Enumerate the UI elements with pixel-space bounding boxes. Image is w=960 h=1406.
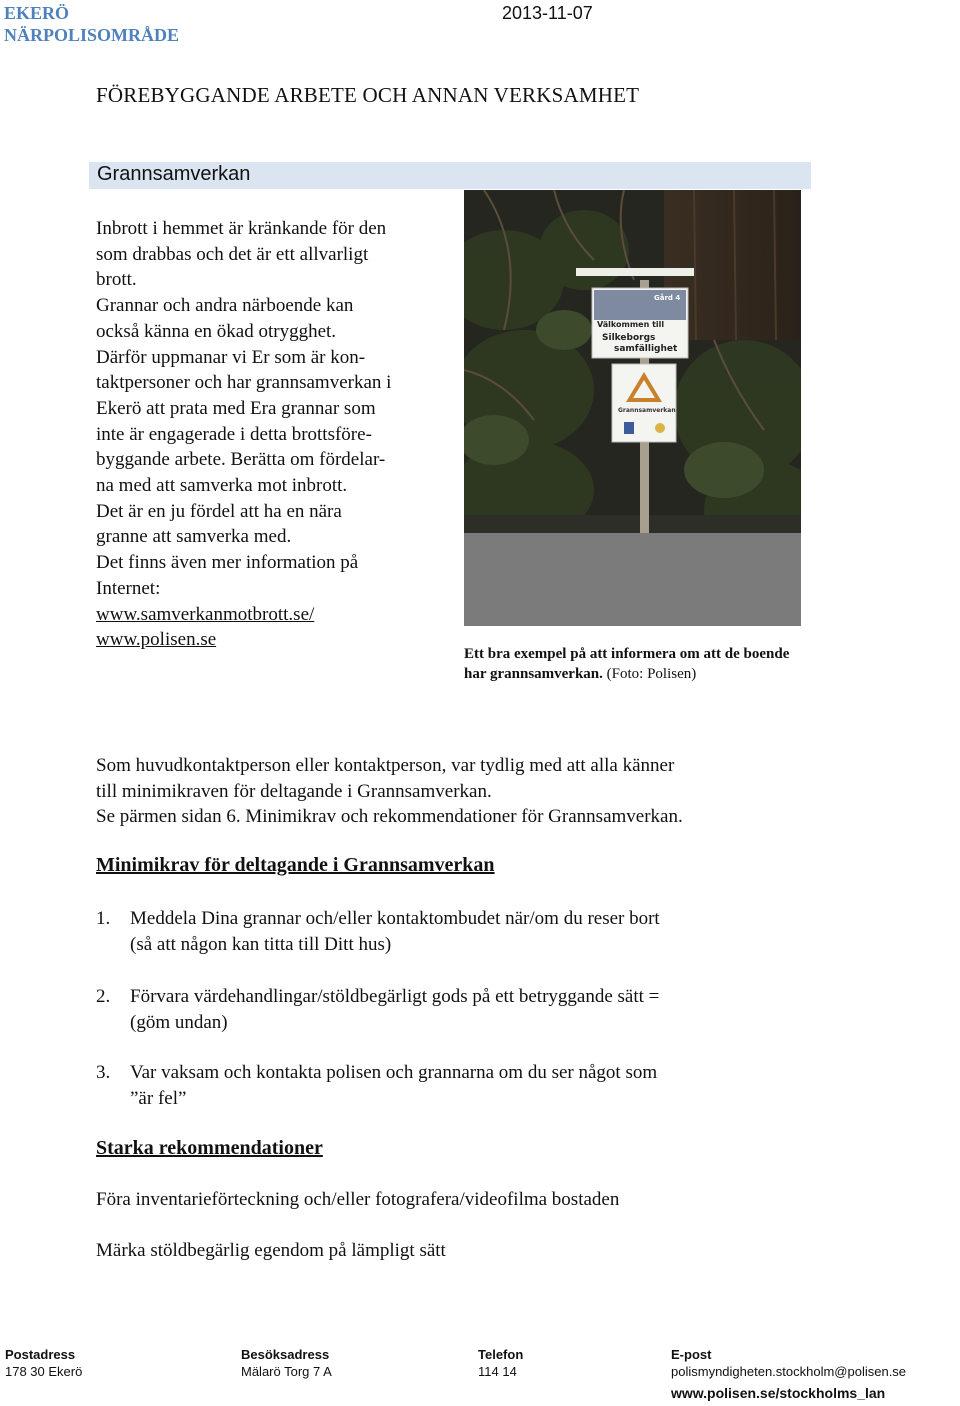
list-item-line: ”är fel” (130, 1087, 187, 1109)
intro-line: granne att samverka med. (96, 526, 292, 548)
footer-label: E-post (671, 1347, 712, 1362)
list-item-line: (så att någon kan titta till Ditt hus) (130, 933, 392, 955)
sign-logo-text: Grannsamverkan (618, 407, 676, 414)
sign-name-2: samfällighet (614, 344, 678, 354)
org-name-line1: EKERÖ (4, 3, 70, 23)
intro-line: Det är en ju fördel att ha en nära (96, 500, 342, 522)
section-title: Grannsamverkan (97, 163, 251, 185)
starka-heading: Starka rekommendationer (96, 1137, 323, 1159)
para-line: till minimikraven för deltagande i Grannsamverkan. (96, 780, 492, 802)
footer-label: Besöksadress (241, 1347, 330, 1362)
sign-welcome: Välkommen till (597, 320, 665, 329)
footer-epost (671, 1346, 906, 1380)
footer-value: 178 30 Ekerö (5, 1364, 83, 1379)
minimikrav-heading: Minimikrav för deltagande i Grannsamverkan (96, 854, 495, 876)
photo-caption (464, 644, 814, 684)
caption-credit: (Foto: Polisen) (602, 666, 697, 682)
list-item-number: 3. (96, 1062, 111, 1083)
list-item-line: Meddela Dina grannar och/eller kontaktombudet när/om du reser bort (130, 908, 660, 929)
list-item-number: 2. (96, 986, 111, 1007)
intro-line: Inbrott i hemmet är kränkande för den (96, 218, 387, 239)
sign-name-1: Silkeborgs (602, 333, 656, 343)
list-item (96, 1060, 796, 1111)
list-item (96, 906, 796, 957)
footer-telefon (478, 1346, 523, 1380)
link-samverkanmotbrott[interactable]: www.samverkanmotbrott.se/ (96, 603, 315, 625)
footer-label: Postadress (5, 1347, 76, 1362)
recommendation-1: Föra inventarieförteckning och/eller fotografera/videofilma bostaden (96, 1189, 620, 1210)
list-item (96, 984, 796, 1035)
sign-photo-illustration (464, 190, 801, 626)
footer-besoksadress (241, 1346, 332, 1380)
footer-value: polismyndigheten.stockholm@polisen.se (671, 1364, 907, 1379)
footer-web-link[interactable]: www.polisen.se/stockholms_lan (671, 1385, 886, 1401)
list-item-line: Var vaksam och kontakta polisen och grannarna om du ser något som (130, 1062, 658, 1083)
para-line: Se pärmen sidan 6. Minimikrav och rekommendationer för Grannsamverkan. (96, 806, 683, 827)
intro-line: taktpersoner och har grannsamverkan i (96, 372, 392, 394)
recommendation-2: Märka stöldbegärlig egendom på lämpligt sätt (96, 1240, 446, 1261)
sign-top-label: Gård 4 (654, 294, 681, 302)
intro-line: byggande arbete. Berätta om fördelar- (96, 449, 386, 471)
header-date: 2013-11-07 (502, 3, 593, 23)
list-item-line: Förvara värdehandlingar/stöldbegärligt gods på ett betryggande sätt = (130, 986, 660, 1007)
intro-line: Internet: (96, 577, 161, 599)
footer-label: Telefon (478, 1347, 524, 1362)
link-polisen[interactable]: www.polisen.se (96, 629, 217, 651)
page-title: FÖREBYGGANDE ARBETE OCH ANNAN VERKSAMHET (96, 83, 640, 107)
intro-text (96, 216, 456, 653)
intro-line: Ekerö att prata med Era grannar som (96, 397, 376, 419)
intro-line: Därför uppmanar vi Er som är kon- (96, 346, 366, 368)
contact-paragraph (96, 753, 816, 830)
intro-line: inte är engagerade i detta brottsföre- (96, 423, 372, 445)
org-name-line2: NÄRPOLISOMRÅDE (4, 25, 180, 45)
intro-line: brott. (96, 269, 137, 291)
footer-postadress (5, 1346, 82, 1380)
intro-line: som drabbas och det är ett allvarligt (96, 243, 369, 265)
footer-value: 114 14 (478, 1364, 517, 1379)
list-item-line: (göm undan) (130, 1011, 228, 1033)
intro-line: na med att samverka mot inbrott. (96, 475, 348, 497)
intro-line: också känna en ökad otrygghet. (96, 320, 337, 342)
caption-bold: Ett bra exempel på att informera om att de boende har grannsamverkan. (464, 646, 790, 682)
para-line: Som huvudkontaktperson eller kontaktperson, var tydlig med att alla känner (96, 755, 675, 776)
list-item-number: 1. (96, 908, 111, 929)
intro-line: Det finns även mer information på (96, 552, 359, 574)
footer-value: Mälarö Torg 7 A (241, 1364, 332, 1379)
org-name (4, 2, 179, 46)
intro-line: Grannar och andra närboende kan (96, 295, 354, 317)
sign-photo (464, 190, 801, 626)
